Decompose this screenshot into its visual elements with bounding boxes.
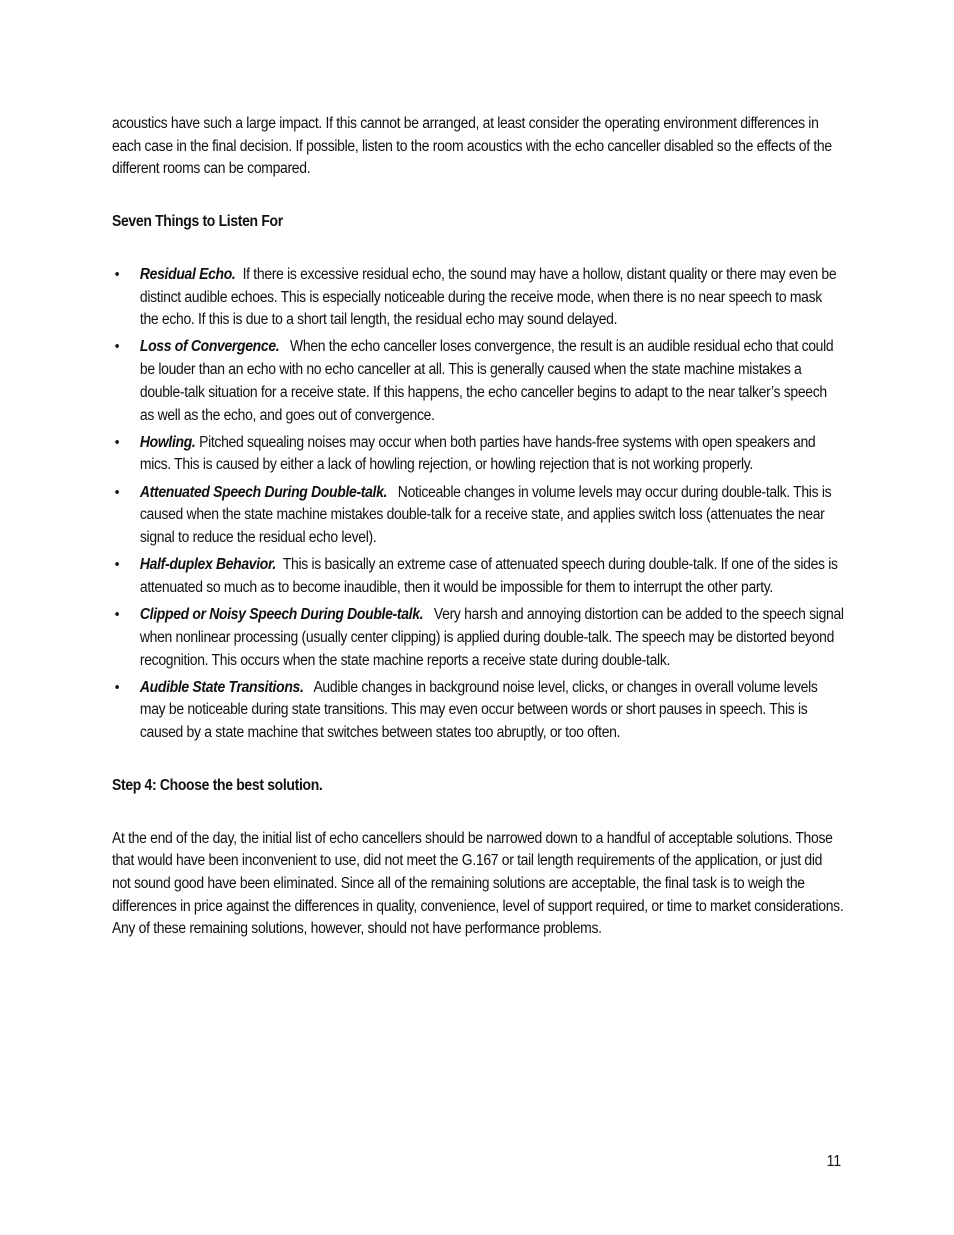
item-text: If there is excessive residual echo, the sound may have a hollow, distant quality or there may even be distinct audible echoes. This is especially noticeable during the receive mode, when there is no near speech to mask the echo. If this is due to a short tail length, the residual echo may sound delayed. xyxy=(139,265,837,329)
bullet-icon: • xyxy=(114,606,120,624)
page-number: 11 xyxy=(826,1153,841,1170)
bullet-icon: • xyxy=(114,556,120,574)
bullet-icon: • xyxy=(114,338,120,356)
list-item xyxy=(112,432,844,477)
list-item xyxy=(112,554,844,599)
list-item xyxy=(112,677,844,745)
bullet-icon: • xyxy=(114,483,120,501)
list-item xyxy=(112,264,844,332)
bullet-icon: • xyxy=(114,678,120,696)
item-term: Howling. xyxy=(139,433,196,451)
item-text: Pitched squealing noises may occur when both parties have hands-free systems with open speakers and mics. This is caused by either a lack of howling rejection, or howling rejection that is not working properly. xyxy=(139,433,816,474)
item-term: Audible State Transitions. xyxy=(139,678,304,696)
item-term: Loss of Convergence. xyxy=(139,338,280,356)
document-page xyxy=(112,113,844,941)
intro-paragraph: acoustics have such a large impact. If this cannot be arranged, at least consider the operating environment differences in each case in the final decision. If possible, listen to the room acoustics with the echo canceller disabled so the effects of the different rooms can be compared. xyxy=(112,115,832,178)
item-term: Clipped or Noisy Speech During Double-talk. xyxy=(139,606,424,624)
item-text: Very harsh and annoying distortion can be added to the speech signal when nonlinear processing (usually center clipping) is applied during double-talk. The speech may be distorted beyond recognition. This occurs when the state machine reports a receive state during double-talk. xyxy=(139,606,844,669)
item-term: Residual Echo. xyxy=(139,265,236,283)
list-item xyxy=(112,336,844,427)
bullet-icon: • xyxy=(114,265,120,283)
item-term: Half-duplex Behavior. xyxy=(139,556,276,574)
bullet-list xyxy=(112,264,844,745)
item-text: When the echo canceller loses convergence, the result is an audible residual echo that could be louder than an echo with no echo canceller at all. This is generally caused when the state machine mistakes a double-talk situation for a receive state. If this happens, the echo canceller begins to adapt to the near talker’s speech as well as the echo, and goes out of convergence. xyxy=(139,338,834,424)
item-text: Noticeable changes in volume levels may occur during double-talk. This is caused when the state machine mistakes double-talk for a receive state, and applies switch loss (attenuates the near signal to reduce the residual echo level). xyxy=(139,483,832,547)
list-item xyxy=(112,604,844,672)
section-heading: Seven Things to Listen For xyxy=(112,213,283,231)
bullet-icon: • xyxy=(114,433,120,451)
item-text: Audible changes in background noise level, clicks, or changes in overall volume levels may be noticeable during state transitions. This may even occur between words or short pauses in speech. This is caused by a state machine that switches between states too abruptly, or too often. xyxy=(139,678,818,742)
closing-paragraph: At the end of the day, the initial list of echo cancellers should be narrowed down to a handful of acceptable solutions. Those that would have been inconvenient to use, did not meet the G.167 or tail length requirements of the application, or just did not sound good have been eliminated. Since all of the remaining solutions are acceptable, the final task is to weigh the differences in price against the differences in quality, convenience, level of support required, or time to market considerations. Any of these remaining solutions, however, should not have performance problems. xyxy=(112,829,844,938)
step-heading: Step 4: Choose the best solution. xyxy=(112,776,323,794)
list-item xyxy=(112,482,844,550)
item-text: This is basically an extreme case of attenuated speech during double-talk. If one of the sides is attenuated so much as to become inaudible, then it would be impossible for them to interrupt the other party. xyxy=(139,556,838,596)
item-term: Attenuated Speech During Double-talk. xyxy=(139,483,388,501)
